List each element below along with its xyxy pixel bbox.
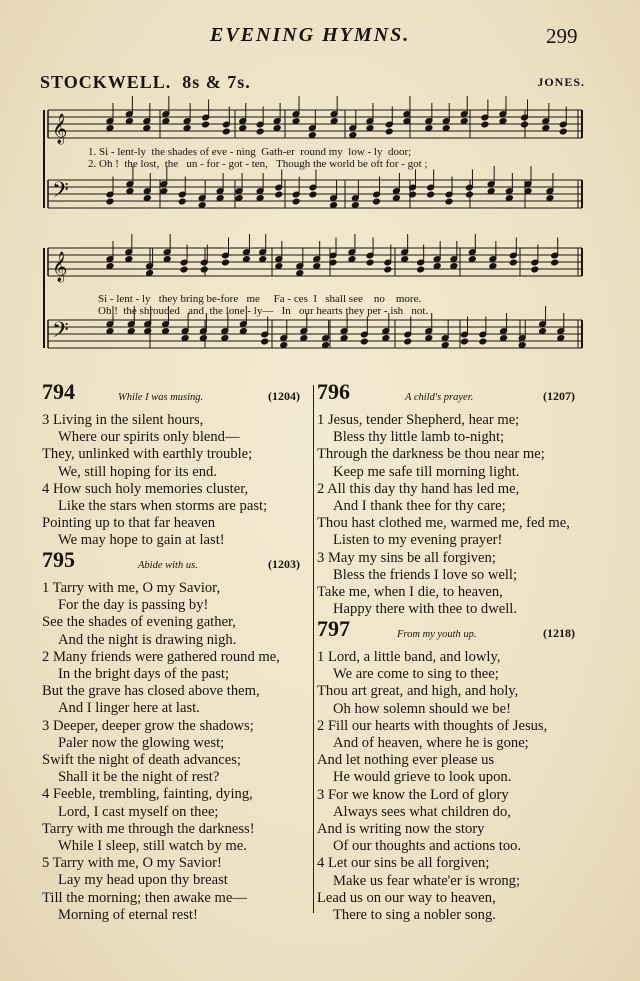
- verse-line: Bless the friends I love so well;: [333, 566, 518, 583]
- verse-line: We, still hoping for its end.: [58, 463, 217, 480]
- verse-line: Lord, I cast myself on thee;: [58, 803, 219, 820]
- tune-name: STOCKWELL. 8s & 7s.: [40, 72, 251, 92]
- verse-line: And I thank thee for thy care;: [333, 498, 506, 515]
- hymn-reference: (1204): [268, 389, 300, 403]
- verse-line: In the bright days of the past;: [58, 666, 230, 683]
- verse-line: Lead us on our way to heaven,: [317, 889, 496, 906]
- verse-line: And of heaven, where he is gone;: [333, 735, 529, 752]
- lyric-line: 1. Si - lent-ly the shades of eve - ning Gath-er round my low - ly door;: [88, 146, 412, 158]
- verse-line: There to sing a nobler song.: [333, 907, 496, 924]
- lyric-line: 2. Oh ! the lost, the un - for - got - ten, Though the world be oft for - got ;: [88, 158, 428, 170]
- verse-line: Tarry with me through the darkness!: [42, 820, 255, 837]
- verse-line: 2 Many friends were gathered round me,: [42, 648, 280, 665]
- verse-line: We may hope to gain at last!: [58, 532, 225, 549]
- hymn-794: [42, 379, 307, 550]
- verse-line: 2 Fill our hearts with thoughts of Jesus,: [317, 717, 548, 734]
- verse-line: 3 Deeper, deeper grow the shadows;: [42, 717, 254, 734]
- verse-line: Morning of eternal rest!: [58, 906, 198, 923]
- verse-line: Through the darkness be thou near me;: [317, 446, 545, 463]
- verse-line: Thou art great, and high, and holy,: [317, 683, 519, 700]
- verse-line: Bless thy little lamb to-night;: [333, 429, 505, 446]
- verse-line: Till the morning; then awake me—: [42, 889, 247, 906]
- verse-line: 3 May my sins be all forgiven;: [317, 549, 496, 566]
- svg-text:𝄢: 𝄢: [52, 318, 69, 347]
- running-title: EVENING HYMNS.: [210, 24, 411, 46]
- hymn-first-line: While I was musing.: [118, 392, 204, 403]
- verse-line: Of our thoughts and actions too.: [333, 838, 522, 855]
- verse-line: Thou hast clothed me, warmed me, fed me,: [317, 515, 570, 532]
- verse-line: 1 Jesus, tender Shepherd, hear me;: [317, 412, 520, 428]
- page-number: 299: [546, 24, 578, 48]
- verse-line: Always sees what children do,: [333, 803, 511, 820]
- verse-line: 2 All this day thy hand has led me,: [317, 480, 520, 497]
- column-divider: [313, 385, 314, 913]
- verse-line: And I linger here at last.: [58, 700, 200, 717]
- verse-line: 4 Feeble, trembling, fainting, dying,: [42, 786, 253, 803]
- hymn-verses: [317, 412, 582, 618]
- verse-line: But the grave has closed above them,: [42, 683, 260, 700]
- hymn-reference: (1218): [543, 626, 575, 640]
- verse-line: Lay my head upon thy breast: [58, 872, 228, 889]
- verse-line: And let nothing ever please us: [317, 752, 495, 769]
- verse-line: Make us fear whate'er is wrong;: [333, 872, 521, 889]
- verse-line: 3 Living in the silent hours,: [42, 412, 204, 428]
- hymn-reference: (1203): [268, 557, 300, 571]
- verse-line: We are come to sing to thee;: [333, 666, 499, 683]
- lyric-line: Oh ! the shrouded and the lone - ly— In our hearts they per - ish not.: [98, 305, 429, 317]
- verse-line: 4 Let our sins be all forgiven;: [317, 855, 490, 872]
- verse-line: 1 Tarry with me, O my Savior,: [42, 580, 221, 596]
- hymn-796: [317, 379, 582, 618]
- verse-line: Oh how solemn should we be!: [333, 700, 511, 717]
- hymn-number: 795: [42, 547, 75, 572]
- verse-line: Where our spirits only blend—: [58, 429, 240, 446]
- hymn-795: [42, 547, 307, 924]
- hymn-verses: [42, 412, 307, 550]
- verse-line: And is writing now the story: [317, 821, 485, 838]
- verse-line: Paler now the glowing west;: [58, 734, 225, 751]
- verse-line: Swift the night of death advances;: [42, 752, 241, 769]
- hymn-number: 797: [317, 616, 350, 641]
- verse-line: See the shades of evening gather,: [42, 614, 236, 631]
- verse-line: 5 Tarry with me, O my Savior!: [42, 855, 222, 872]
- verse-line: And the night is drawing nigh.: [58, 631, 237, 648]
- verse-line: While I sleep, still watch by me.: [58, 838, 247, 855]
- hymn-number: 796: [317, 379, 350, 404]
- svg-text:𝄞: 𝄞: [52, 114, 68, 143]
- musical-score: [0, 0, 640, 380]
- verse-line: Take me, when I die, to heaven,: [317, 584, 503, 601]
- verse-line: For the day is passing by!: [58, 597, 209, 614]
- hymn-first-line: Abide with us.: [138, 560, 198, 571]
- verse-line: Listen to my evening prayer!: [333, 532, 503, 549]
- composer: JONES.: [537, 75, 585, 89]
- hymn-reference: (1207): [543, 389, 575, 403]
- svg-text:𝄢: 𝄢: [52, 178, 69, 207]
- hymn-797: [317, 616, 582, 924]
- verse-line: Happy there with thee to dwell.: [333, 601, 517, 618]
- lyric-line: Si - lent - ly they bring be-fore me Fa - ces I shall see no more.: [98, 293, 422, 305]
- verse-line: 3 For we know the Lord of glory: [317, 786, 509, 803]
- hymn-first-line: A child's prayer.: [405, 392, 474, 403]
- verse-line: He would grieve to look upon.: [333, 769, 512, 786]
- hymn-number: 794: [42, 379, 75, 404]
- svg-text:𝄞: 𝄞: [52, 252, 68, 281]
- verse-line: Shall it be the night of rest?: [58, 769, 220, 786]
- verse-line: 4 How such holy memories cluster,: [42, 480, 249, 497]
- verse-line: They, unlinked with earthly trouble;: [42, 446, 253, 463]
- hymn-first-line: From my youth up.: [397, 629, 477, 640]
- verse-line: Like the stars when storms are past;: [58, 498, 268, 515]
- verse-line: Keep me safe till morning light.: [333, 463, 520, 480]
- hymn-verses: [42, 580, 307, 924]
- hymn-verses: [317, 649, 582, 924]
- verse-line: 1 Lord, a little band, and lowly,: [317, 649, 501, 665]
- verse-line: Pointing up to that far heaven: [42, 515, 216, 532]
